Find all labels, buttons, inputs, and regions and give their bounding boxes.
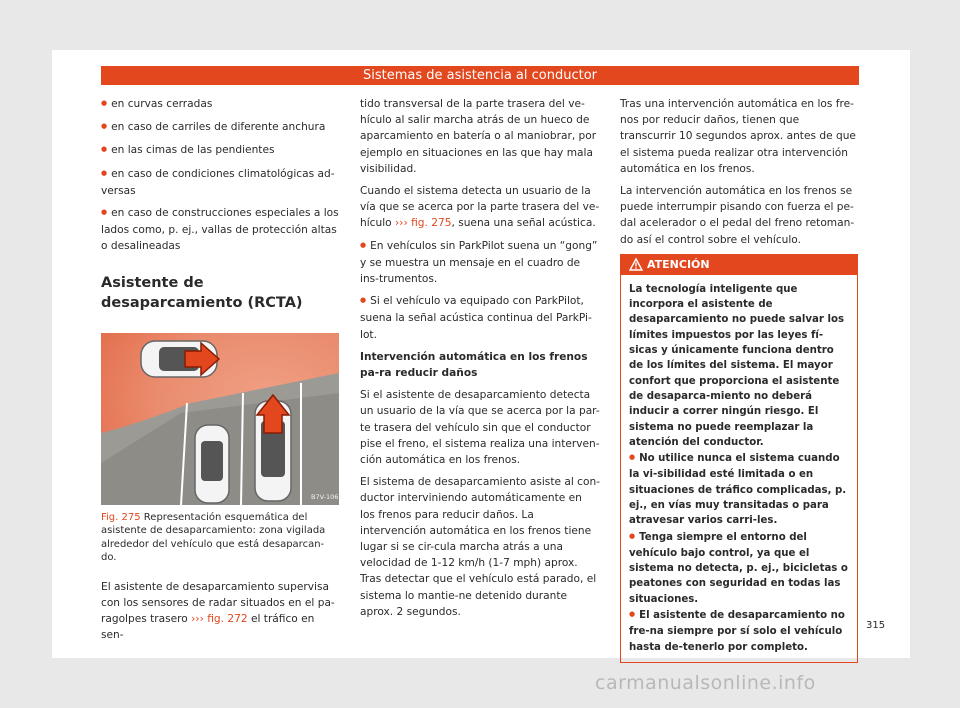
list-item: ● En vehículos sin ParkPilot suena un “gong” y se muestra un mensaje en el cuadro de ins-trumentos. [360, 238, 600, 288]
figure-rcta [101, 333, 343, 505]
column-2 [360, 96, 600, 626]
caption-label: Fig. 275 [101, 511, 141, 523]
paragraph: La intervención automática en los frenos se puede interrumpir pisando con fuerza el pe-dal acelerador o el pedal del freno retoman-do así el control sobre el vehículo. [620, 185, 855, 246]
warning-box [620, 254, 858, 663]
subheading: Intervención automática en los frenos pa-ra reducir daños [360, 350, 588, 380]
paragraph-text: Cuando el sistema detecta un usuario de la vía que se acerca por la parte trasera del ve-hículo [360, 185, 600, 230]
arrow-ref-icon: ››› [191, 613, 204, 626]
figure-link[interactable]: fig. 272 [207, 613, 248, 626]
paragraph [360, 183, 600, 232]
warning-paragraph: La tecnología inteligente que incorpora el asistente de desaparcamiento no puede salvar los límites impuestos por las leyes fí-sicas y únicamente funciona dentro de los límites del sistema. El mayor confort que proporciona el asistente de desaparca-miento no deberá inducir a correr ningún riesgo. El sistema no puede reemplazar la atención del conductor. [629, 283, 845, 448]
figure-caption [101, 511, 339, 565]
warning-header [621, 255, 857, 275]
paragraph: Si el asistente de desaparcamiento detecta un usuario de la vía que se acerca por la par-te trasera del vehículo sin que el conductor pise el freno, el sistema realiza una interven-ción automática en los frenos. [360, 389, 600, 467]
list-item: ● Si el vehículo va equipado con ParkPilot, suena la señal acústica continua del ParkPi-lot. [360, 293, 600, 343]
list-item: ● en caso de construcciones especiales a los lados como, p. ej., vallas de protección altas o desalineadas [101, 205, 339, 255]
list-item: ● en curvas cerradas [101, 96, 339, 113]
list-item: ● en caso de condiciones climatológicas ad-versas [101, 166, 339, 199]
list-item: ● en caso de carriles de diferente anchura [101, 119, 339, 136]
figure-code: B7V-1061 [311, 492, 343, 501]
caption-text: Representación esquemática del asistente de desaparcamiento: zona vigilada alrededor del vehículo que está desaparcan-do. [101, 511, 326, 564]
warning-body [621, 275, 857, 662]
paragraph [101, 579, 339, 644]
section-header: Sistemas de asistencia al conductor [101, 66, 859, 85]
list-item: ● Tenga siempre el entorno del vehículo bajo control, ya que el sistema no detecta, p. ej., bicicletas o peatones con seguridad en todas las situaciones. [629, 530, 849, 607]
list-item: ● No utilice nunca el sistema cuando la vi-sibilidad esté limitada o en situaciones de tráfico complicadas, p. ej., en vías muy transitadas o para atravesar varios carri-les. [629, 451, 849, 528]
warning-triangle-icon [629, 258, 643, 271]
section-heading: Asistente de desaparcamiento (RCTA) [101, 274, 303, 311]
list-item: ● El asistente de desaparcamiento no fre-na siempre por sí solo el vehículo hasta de-tenerlo por completo. [629, 608, 849, 655]
column-1 [101, 96, 343, 649]
warning-title: ATENCIÓN [647, 257, 710, 271]
rcta-illustration [101, 333, 343, 505]
column-3 [620, 96, 858, 663]
paragraph: El sistema de desaparcamiento asiste al con-ductor interviniendo automáticamente en los frenos para reducir daños. La intervención automática en los frenos tiene lugar si se cir-cula marcha atrás a una velocidad de 1-12 km/h (1-7 mph) aprox. Tras detectar que el vehículo está parado, el sistema lo mantie-ne detenido durante aprox. 2 segundos. [360, 476, 601, 618]
watermark: carmanualsonline.info [595, 672, 816, 694]
paragraph-text: , suena una señal acústica. [451, 217, 596, 230]
arrow-ref-icon: ››› [395, 217, 408, 230]
paragraph-text: el tráfico en sen- [101, 613, 315, 642]
paragraph: tido transversal de la parte trasera del ve-hículo al salir marcha atrás de un hueco de aparcamiento en batería o al maniobrar, por ejemplo en situaciones en las que hay mala visibilidad. [360, 98, 597, 175]
car-icon [195, 425, 229, 503]
page-number: 315 [866, 620, 886, 631]
paragraph-text: El asistente de desaparcamiento supervisa con los sensores de radar situados en el pa-ragolpes trasero [101, 580, 335, 626]
paragraph: Tras una intervención automática en los fre-nos por reducir daños, tienen que transcurrir 10 segundos aprox. antes de que el sistema pueda realizar otra intervención automática en los frenos. [620, 98, 856, 175]
list-item: ● en las cimas de las pendientes [101, 142, 339, 159]
figure-link[interactable]: fig. 275 [411, 217, 452, 230]
